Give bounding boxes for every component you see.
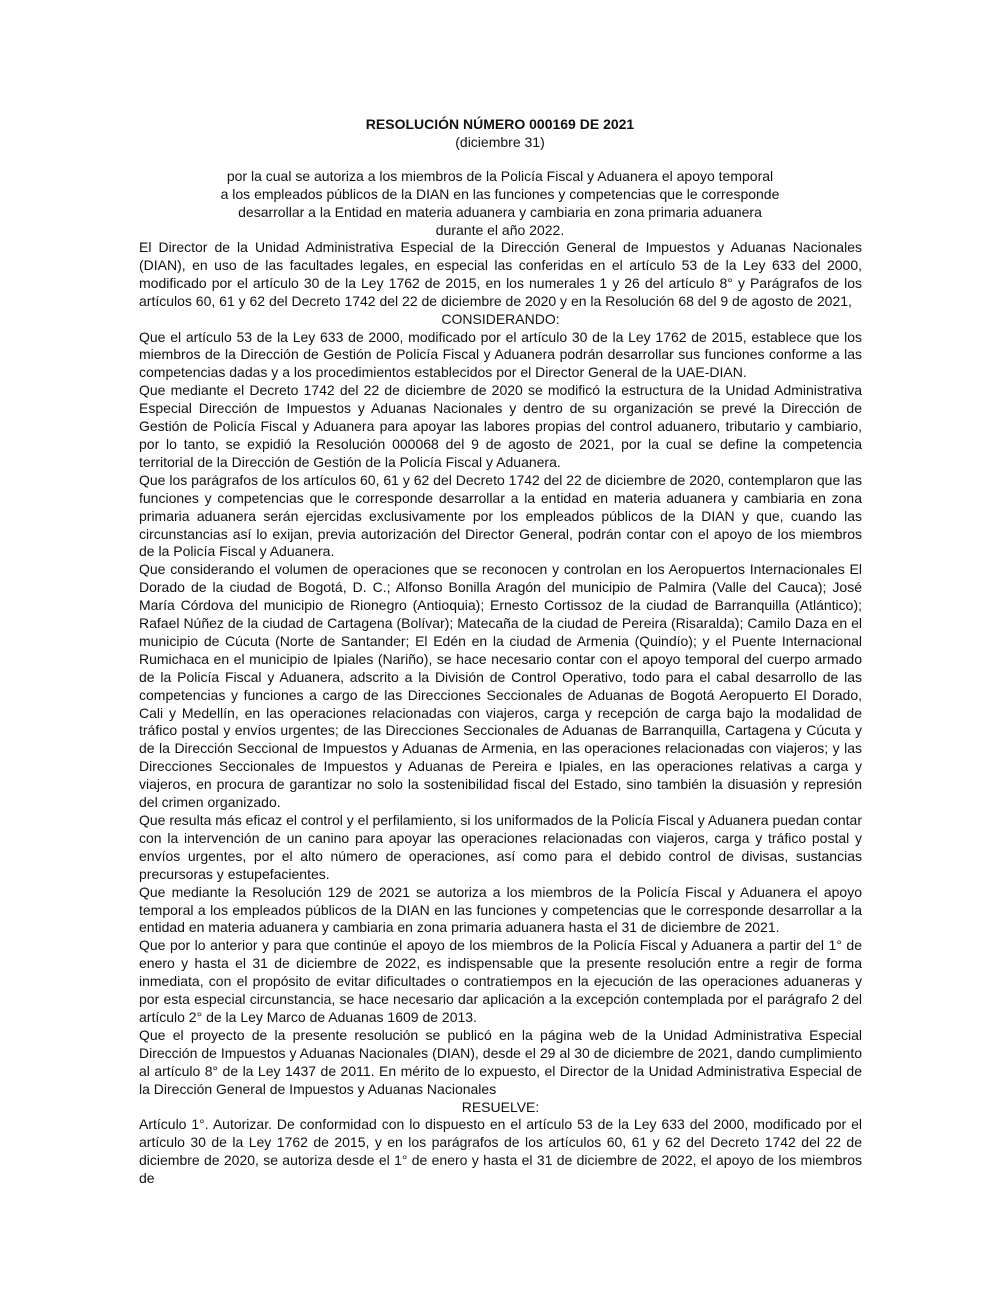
considerando-paragraph: Que resulta más eficaz el control y el perfilamiento, si los uniformados de la Policía Fiscal y Aduanera puedan contar con la intervención de un canino para apoyar las operaciones relacionadas con viajeros, carga y tráfico postal y envíos urgentes, por el alto número de operaciones, así como para el debido control de divisas, sustancias precursoras y estupefacientes. xyxy=(139,812,862,882)
resolution-title: RESOLUCIÓN NÚMERO 000169 DE 2021 xyxy=(365,116,635,132)
subject-line: desarrollar a la Entidad en materia aduanera y cambiaria en zona primaria aduanera xyxy=(238,203,762,220)
considerando-paragraph: Que mediante la Resolución 129 de 2021 se autoriza a los miembros de la Policía Fiscal y Aduanera el apoyo temporal a los empleados públicos de la DIAN en las funciones y competencias que le corresponde desarrollar a la entidad en materia aduanera y cambiaria en zona primaria aduanera hasta el 31 de diciembre de 2021. xyxy=(139,883,862,936)
considerando-heading: CONSIDERANDO: xyxy=(441,310,560,327)
resuelve-heading: RESUELVE: xyxy=(461,1098,540,1115)
resolution-subject xyxy=(200,168,800,240)
considerando-paragraph: Que el artículo 53 de la Ley 633 de 2000, modificado por el artículo 30 de la Ley 1762 de 2015, establece que los miembros de la Dirección de Gestión de Policía Fiscal y Aduanera podrán desarrollar sus funciones conforme a las competencias dadas y a los procedimientos establecidos por el Director General de la UAE-DIAN. xyxy=(139,328,862,381)
preamble-paragraph: El Director de la Unidad Administrativa Especial de la Dirección General de Impuestos y Aduanas Nacionales (DIAN), en uso de las facultades legales, en especial las conferidas en el artículo 53 de la Ley 633 del 2000, modificado por el artículo 30 de la Ley 1762 de 2015, en los numerales 1 y 26 del artículo 8° y Parágrafos de los artículos 60, 61 y 62 del Decreto 1742 del 22 de diciembre de 2020 y en la Resolución 68 del 9 de agosto de 2021, xyxy=(139,239,862,309)
subject-line: a los empleados públicos de la DIAN en las funciones y competencias que le corresponde xyxy=(220,185,780,202)
article-1-paragraph: Artículo 1°. Autorizar. De conformidad con lo dispuesto en el artículo 53 de la Ley 633 del 2000, modificado por el artículo 30 de la Ley 1762 de 2015, y en los parágrafos de los artículos 60, 61 y 62 del Decreto 1742 del 22 de diciembre de 2020, se autoriza desde el 1° de enero y hasta el 31 de diciembre de 2022, el apoyo de los miembros de xyxy=(139,1116,862,1187)
considerando-paragraph: Que por lo anterior y para que continúe el apoyo de los miembros de la Policía Fiscal y Aduanera a partir del 1° de enero y hasta el 31 de diciembre de 2022, es indispensable que la presente resolución entre a regir de forma inmediata, con el propósito de evitar dificultades o contratiempos en la ejecución de las operaciones aduaneras y por esta especial circunstancia, se hace necesario dar aplicación a la excepción contemplada por el parágrafo 2 del artículo 2° de la Ley Marco de Aduanas 1609 de 2013. xyxy=(139,937,862,1025)
considerando-paragraph: Que el proyecto de la presente resolución se publicó en la página web de la Unidad Administrativa Especial Dirección de Impuestos y Aduanas Nacionales (DIAN), desde el 29 al 30 de diciembre de 2021, dando cumplimiento al artículo 8° de la Ley 1437 de 2011. En mérito de lo expuesto, el Director de la Unidad Administrativa Especial de la Dirección General de Impuestos y Aduanas Nacionales xyxy=(139,1026,862,1097)
considerando-paragraph: Que considerando el volumen de operaciones que se reconocen y controlan en los Aeropuertos Internacionales El Dorado de la ciudad de Bogotá, D. C.; Alfonso Bonilla Aragón del municipio de Palmira (Valle del Cauca); José María Córdova del municipio de Rionegro (Antioquia); Ernesto Cortissoz de la ciudad de Barranquilla (Atlántico); Rafael Núñez de la ciudad de Cartagena (Bolívar); Matecaña de la ciudad de Pereira (Risaralda); Camilo Daza en el municipio de Cúcuta (Norte de Santander; El Edén en la ciudad de Armenia (Quindío); y el Puente Internacional Rumichaca en el municipio de Ipiales (Nariño), se hace necesario contar con el apoyo temporal del cuerpo armado de la Policía Fiscal y Aduanera, adscrito a la División de Control Operativo, todo para el cabal desarrollo de las competencias y funciones a cargo de las Direcciones Seccionales de Aduanas de Bogotá Aeropuerto El Dorado, Cali y Medellín, en las operaciones relacionadas con viajeros, carga y recepción de carga bajo la modalidad de tráfico postal y envíos urgentes; de las Direcciones Seccionales de Aduanas de Barranquilla, Cartagena y Cúcuta y de la Dirección Seccional de Impuestos y Aduanas de Armenia, en las operaciones relacionadas con viajeros; y las Direcciones Seccionales de Impuestos y Aduanas de Pereira e Ipiales, en las operaciones relativas a carga y viajeros, en procura de garantizar no solo la sostenibilidad fiscal del Estado, sino también la disuasión y represión del crimen organizado. xyxy=(139,561,862,811)
resolution-body xyxy=(139,239,862,1188)
considerando-paragraph: Que los parágrafos de los artículos 60, 61 y 62 del Decreto 1742 del 22 de diciembre de 2020, contemplaron que las funciones y competencias que le corresponde desarrollar a la entidad en materia aduanera y cambiaria en zona primaria aduanera serán ejercidas exclusivamente por los empleados públicos de la DIAN y que, cuando las circunstancias así lo exijan, previa autorización del Director General, podrán contar con el apoyo de los miembros de la Policía Fiscal y Aduanera. xyxy=(139,471,863,560)
subject-line: por la cual se autoriza a los miembros de la Policía Fiscal y Aduanera el apoyo temporal xyxy=(226,168,774,184)
considerando-paragraph: Que mediante el Decreto 1742 del 22 de diciembre de 2020 se modificó la estructura de la Unidad Administrativa Especial Dirección de Impuestos y Aduanas Nacionales y dentro de su organización se prevé la Dirección de Gestión de Policía Fiscal y Aduanera para apoyar las labores propias del control aduanero, tributario y cambiario, por lo tanto, se expidió la Resolución 000068 del 9 de agosto de 2021, por la cual se define la competencia territorial de la Dirección de Gestión de la Policía Fiscal y Aduanera. xyxy=(139,382,862,470)
resolution-date: (diciembre 31) xyxy=(455,134,545,150)
subject-line: durante el año 2022. xyxy=(435,221,565,238)
